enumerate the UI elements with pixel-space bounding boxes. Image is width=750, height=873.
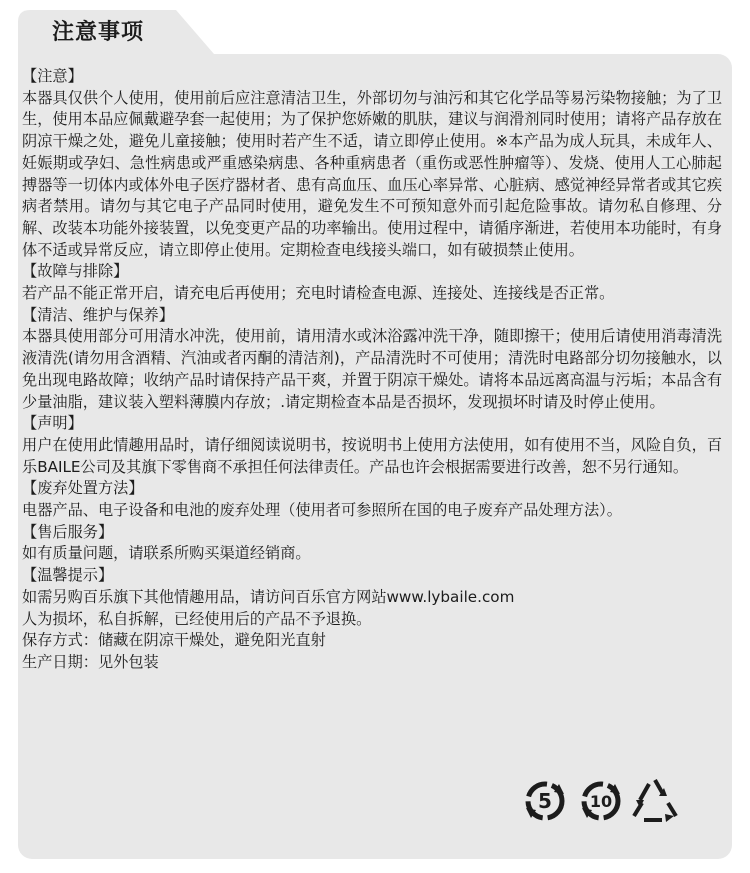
eco-5-label: 5 xyxy=(538,789,552,813)
section-disposal xyxy=(22,478,722,521)
section-statement xyxy=(22,413,722,478)
section-after-sales xyxy=(22,522,722,565)
section-body: 本器具仅供个人使用，使用前后应注意清洁卫生，外部切勿与油污和其它化学品等易污染物接触；为了卫生，使用本品应佩戴避孕套一起使用；为了保护您娇嫩的肌肤，建议与润滑剂同时使用；请将产品存放在阴凉干燥之处，避免儿童接触；使用时若产生不适，请立即停止使用。※本产品为成人玩具，未成年人、妊娠期或孕妇、急性病患或严重感染病患、各种重病患者（重伤或恶性肿瘤等）、发烧、使用人工心肺起搏器等一切体内或体外电子医疗器材者、患有高血压、血压心率异常、心脏病、感觉神经异常者或其它疾病者禁用。请勿与其它电子产品同时使用，避免发生不可预知意外而引起危险事故。请勿私自修理、分解、改装本功能外接装置，以免变更产品的功率输出。使用过程中，请循序渐进，若使用本功能时，有身体不适或异常反应，请立即停止使用。定期检查电线接头端口，如有破损禁止使用。 xyxy=(22,88,722,259)
section-heading: 【清洁、维护与保养】 xyxy=(22,305,174,324)
section-attention xyxy=(22,66,722,261)
compliance-icons xyxy=(520,776,680,828)
eco-5-years-icon xyxy=(520,776,570,826)
section-heading: 【废弃处置方法】 xyxy=(22,479,144,498)
note-production-date: 生产日期：见外包装 xyxy=(22,652,159,671)
eco-10-years-icon xyxy=(576,776,626,826)
recycle-icon xyxy=(630,776,680,826)
section-body: 若产品不能正常开启，请充电后再使用；充电时请检查电源、连接处、连接线是否正常。 xyxy=(22,284,615,303)
section-body: 电器产品、电子设备和电池的废弃处理（使用者可参照所在国的电子废弃产品处理方法）。 xyxy=(22,501,622,520)
note-storage: 保存方式：储藏在阴凉干燥处，避免阳光直射 xyxy=(22,631,326,650)
section-heading: 【温馨提示】 xyxy=(22,566,114,585)
section-heading: 【声明】 xyxy=(22,414,83,433)
instructions-content xyxy=(22,66,722,674)
section-troubleshooting xyxy=(22,261,722,304)
section-body: 用户在使用此情趣用品时，请仔细阅读说明书，按说明书上使用方法使用，如有使用不当，风险自负，百乐BAILE公司及其旗下零售商不承担任何法律责任。产品也许会根据需要进行改善，恕不另行通知。 xyxy=(22,435,722,476)
section-body: 如需另购百乐旗下其他情趣用品，请访问百乐官方网站www.lybaile.com xyxy=(22,587,515,606)
section-heading: 【注意】 xyxy=(22,67,83,85)
section-tips xyxy=(22,565,722,608)
section-heading: 【售后服务】 xyxy=(22,522,114,541)
section-tab xyxy=(18,10,194,54)
section-body: 本器具使用部分可用清水冲洗，使用前，请用清水或沐浴露冲洗干净，随即擦干；使用后请使用消毒清洗液清洗(请勿用含酒精、汽油或者丙酮的清洁剂)，产品清洗时不可使用；清洗时电路部分切勿接触水，以免出现电路故障；收纳产品时请保持产品干爽，并置于阴凉干燥处。请将本品远离高温与污垢；本品含有少量油脂，建议装入塑料薄膜内存放；.请定期检查本品是否损坏，发现损坏时请及时停止使用。 xyxy=(22,327,722,411)
eco-10-label: 10 xyxy=(589,792,613,811)
section-body: 如有质量问题，请联系所购买渠道经销商。 xyxy=(22,544,311,563)
note-return-policy: 人为损坏，私自拆解，已经使用后的产品不予退换。 xyxy=(22,609,372,628)
page-title: 注意事项 xyxy=(51,20,144,45)
section-heading: 【故障与排除】 xyxy=(22,262,129,281)
section-cleaning xyxy=(22,305,722,414)
